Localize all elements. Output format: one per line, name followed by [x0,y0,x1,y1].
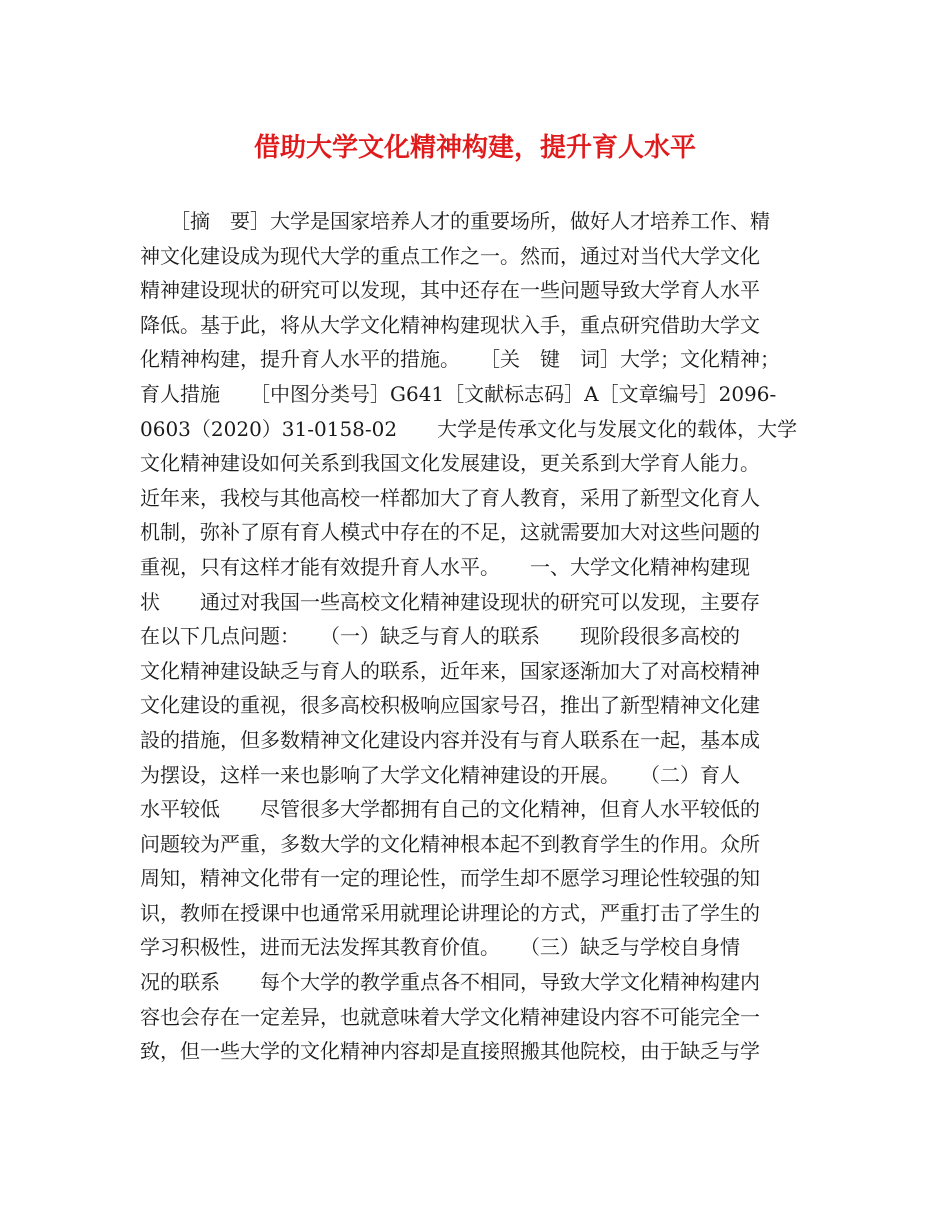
text-line: 神文化建设成为现代大学的重点工作之一。然而，通过对当代大学文化 [140,243,760,268]
text-line: 周知，精神文化带有一定的理论性，而学生却不愿学习理论性较强的知 [140,866,760,891]
text-line: 文化建设的重视，很多高校积极响应国家号召，推出了新型精神文化建 [140,693,760,718]
text-line: 致，但一些大学的文化精神内容却是直接照搬其他院校，由于缺乏与学 [140,1039,760,1064]
document-title: 借助大学文化精神构建，提升育人水平 [253,133,696,163]
text-line: 降低。基于此，将从大学文化精神构建现状入手，重点研究借助大学文 [140,312,760,337]
text-line: 文化精神建设缺乏与育人的联系，近年来，国家逐渐加大了对高校精神 [140,658,760,683]
text-line: 机制，弥补了原有育人模式中存在的不足，这就需要加大对这些问题的 [140,520,760,545]
text-line: 况的联系 每个大学的教学重点各不相同，导致大学文化精神构建内 [140,970,760,995]
text-line: 化精神构建，提升育人水平的措施。 ［关 键 词］大学；文化精神； [140,347,780,372]
text-line: 精神建设现状的研究可以发现，其中还存在一些问题导致大学育人水平 [140,278,760,303]
text-line: ［摘 要］大学是国家培养人才的重要场所，做好人才培养工作、精 [140,209,770,233]
text-line: 学习积极性，进而无法发挥其教育价值。 （三）缺乏与学校自身情 [140,935,740,960]
text-line: 容也会存在一定差异，也就意味着大学文化精神建设内容不可能完全一 [140,1004,760,1029]
body-paragraph [140,204,830,1069]
text-line: 近年来，我校与其他高校一样都加大了育人教育，采用了新型文化育人 [140,485,760,510]
text-line: 文化精神建设如何关系到我国文化发展建设，更关系到大学育人能力。 [140,451,760,476]
text-line: 育人措施 ［中图分类号］G641［文献标志码］A［文章编号］2096- [140,381,777,406]
text-line: 重视，只有这样才能有效提升育人水平。 一、大学文化精神构建现 [140,554,750,579]
text-line: 识，教师在授课中也通常采用就理论讲理论的方式，严重打击了学生的 [140,900,760,925]
text-line: 状 通过对我国一些高校文化精神建设现状的研究可以发现，主要存 [140,589,760,614]
text-line: 設的措施，但多数精神文化建设内容并没有与育人联系在一起，基本成 [140,727,760,752]
text-line: 在以下几点问题： （一）缺乏与育人的联系 现阶段很多高校的 [140,624,740,649]
text-line: 水平较低 尽管很多大学都拥有自己的文化精神，但育人水平较低的 [140,797,760,822]
text-line: 为摆设，这样一来也影响了大学文化精神建设的开展。 （二）育人 [140,762,740,787]
text-line: 0603（2020）31-0158-02 大学是传承文化与发展文化的载体，大学 [140,416,798,441]
text-line: 问题较为严重，多数大学的文化精神根本起不到教育学生的作用。众所 [140,831,760,856]
